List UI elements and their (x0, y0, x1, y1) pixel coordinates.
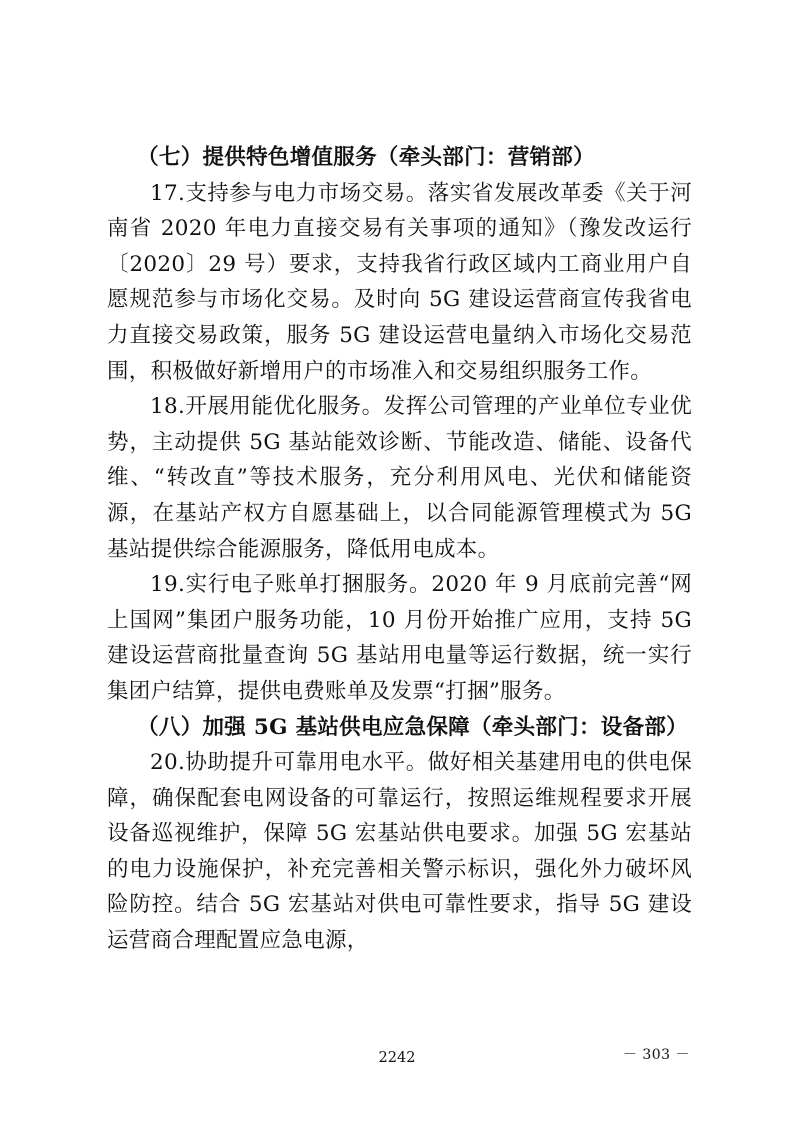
paragraph-20: 20.协助提升可靠用电水平。做好相关基建用电的供电保障，确保配套电网设备的可靠运行，按照运维规程要求开展设备巡视维护，保障 5G 宏基站供电要求。加强 5G 宏基站的电力设施保护，补充完善相关警示标识，强化外力破坏风险防控。结合 5G 宏基站对供电可靠性要求，指导 5G 建设运营商合理配置应急电源， (107, 750, 692, 954)
paragraph-17: 17.支持参与电力市场交易。落实省发展改革委《关于河南省 2020 年电力直接交易有关事项的通知》（豫发改运行〔2020〕29 号）要求，支持我省行政区域内工商业用户自愿规范参与市场化交易。及时向 5G 建设运营商宣传我省电力直接交易政策，服务 5G 建设运营电量纳入市场化交易范围，积极做好新增用户的市场准入和交易组织服务工作。 (107, 180, 692, 384)
section-heading-8: （八）加强 5G 基站供电应急保障（牵头部门：设备部） (137, 714, 688, 740)
section-heading-7: （七）提供特色增值服务（牵头部门：营销部） (137, 145, 595, 170)
page-number: － 303 － (622, 1047, 690, 1063)
paragraph-18: 18.开展用能优化服务。发挥公司管理的产业单位专业优势，主动提供 5G 基站能效诊断、节能改造、储能、设备代维、“转改直”等技术服务，充分利用风电、光伏和储能资源，在基站产权方自愿基础上，以合同能源管理模式为 5G 基站提供综合能源服务，降低用电成本。 (107, 394, 692, 562)
paragraph-19: 19.实行电子账单打捆服务。2020 年 9 月底前完善“网上国网”集团户服务功能，10 月份开始推广应用，支持 5G 建设运营商批量查询 5G 基站用电量等运行数据，统一实行集团户结算，提供电费账单及发票“打捆”服务。 (107, 572, 692, 704)
body-text (107, 140, 692, 959)
stamp-number: 2242 (378, 1050, 416, 1066)
